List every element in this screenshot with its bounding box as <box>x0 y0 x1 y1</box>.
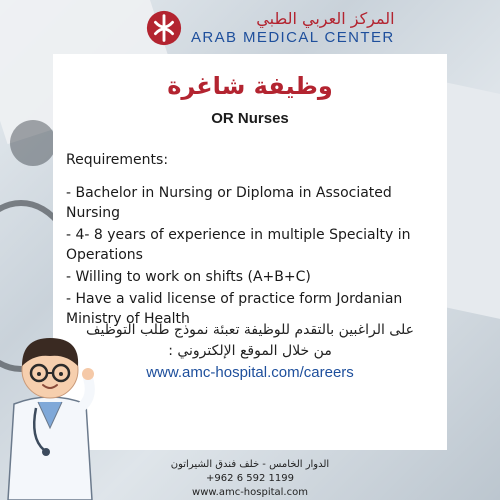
requirements-heading: Requirements: <box>66 152 169 168</box>
position-title: OR Nurses <box>211 110 289 127</box>
requirement-item: - Have a valid license of practice form Jordanian Ministry of Health <box>66 291 403 327</box>
footer-website[interactable]: www.amc-hospital.com <box>192 487 308 498</box>
footer-address: الدوار الخامس - خلف فندق الشيراتون <box>170 459 330 470</box>
apply-instructions <box>80 320 420 362</box>
logo-english-text: ARAB MEDICAL CENTER <box>191 29 395 46</box>
footer-phone: +962 6 592 1199 <box>206 473 294 484</box>
logo <box>145 6 395 50</box>
requirement-item: - Bachelor in Nursing or Diploma in Associated Nursing <box>66 185 392 221</box>
requirement-item: - 4- 8 years of experience in multiple Specialty in Operations <box>66 227 411 263</box>
requirement-item: - Willing to work on shifts (A+B+C) <box>66 269 311 285</box>
requirements-list <box>66 183 438 331</box>
logo-arabic-text: المركز العربي الطبي <box>256 9 395 28</box>
doctor-illustration <box>0 318 100 500</box>
apply-line-2: من خلال الموقع الإلكتروني : <box>168 343 332 359</box>
logo-mark-icon <box>145 9 183 47</box>
careers-link[interactable]: www.amc-hospital.com/careers <box>146 364 354 381</box>
apply-line-1: على الراغبين بالتقدم للوظيفة تعبئة نموذج طلب التوظيف <box>86 322 414 338</box>
vacancy-title: وظيفة شاغرة <box>167 72 333 100</box>
